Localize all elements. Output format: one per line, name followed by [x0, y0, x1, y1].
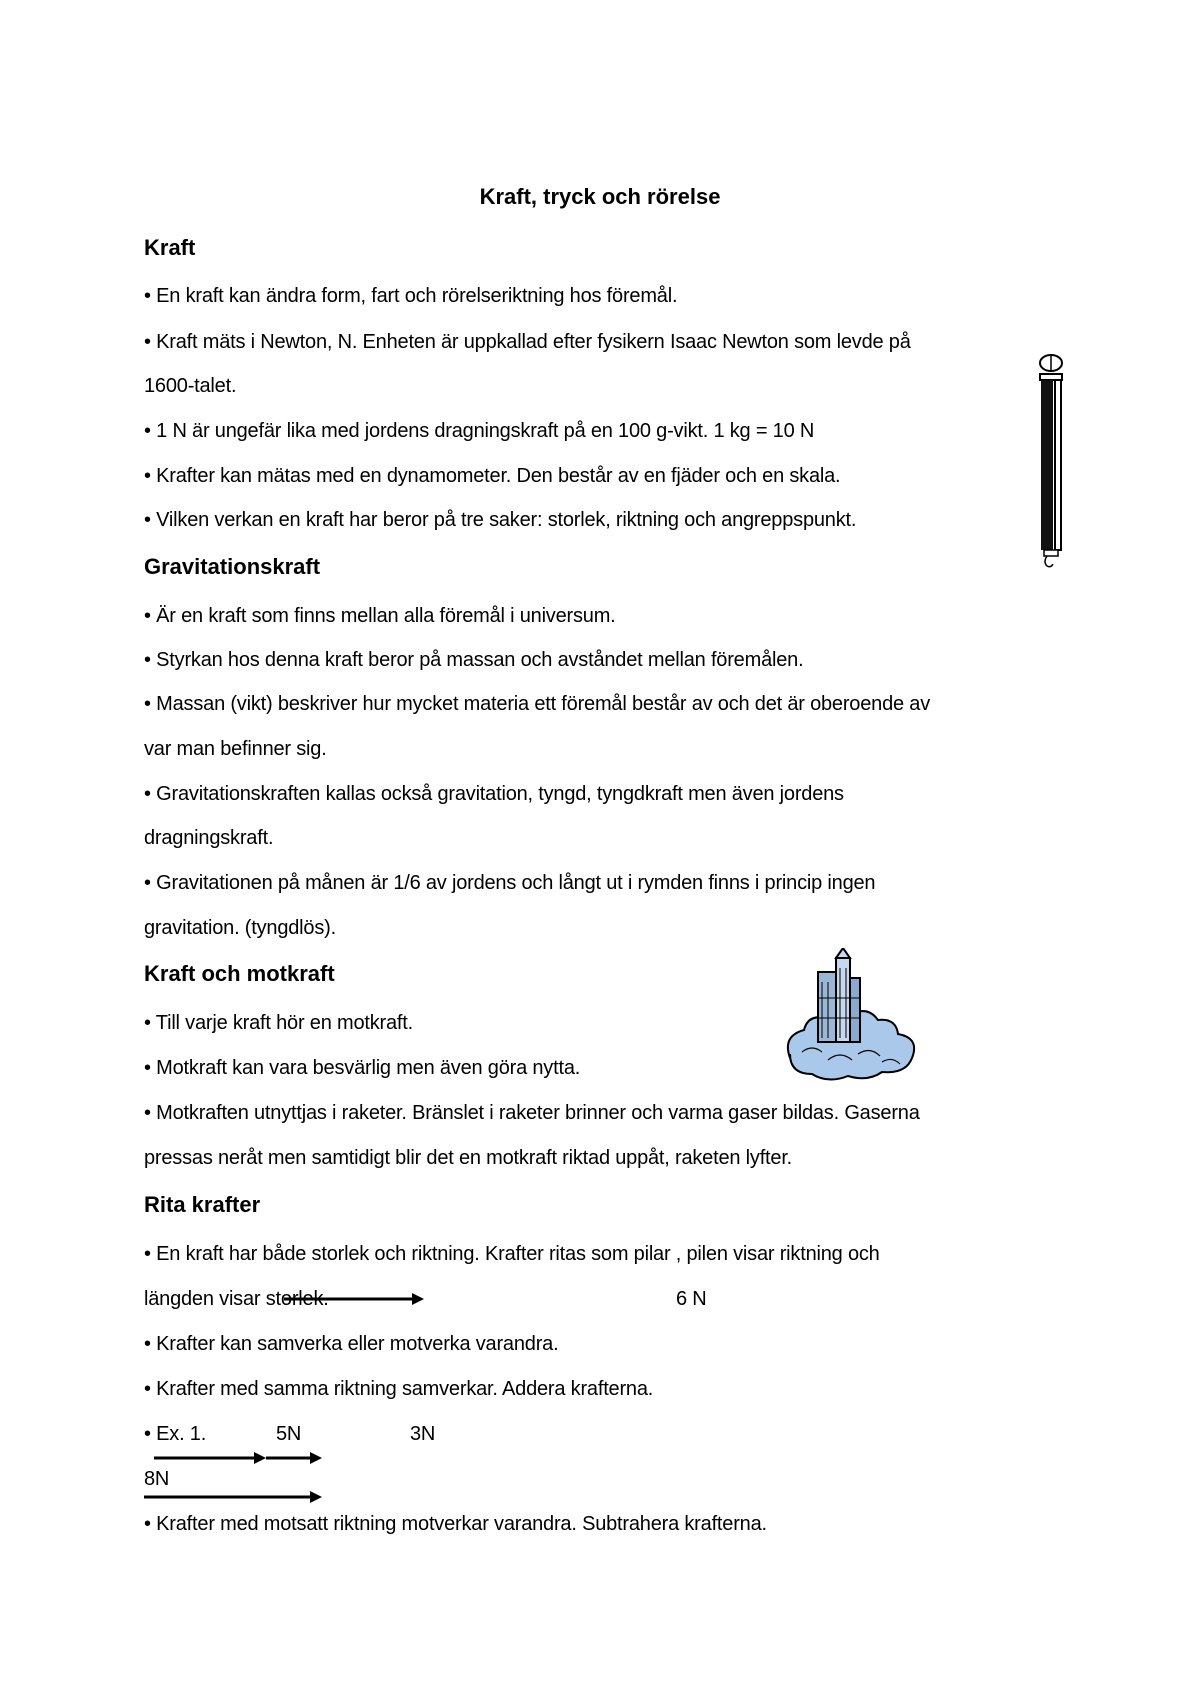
dynamometer-image [1032, 352, 1070, 568]
grav-bullet-4: • Gravitationskraften kallas också gravitation, tyngd, tyngdkraft men även jordens [144, 783, 844, 805]
kraft-bullet-5: • Vilken verkan en kraft har beror på tre saker: storlek, riktning och angreppspunkt. [144, 509, 857, 531]
kraft-bullet-2-cont: 1600-talet. [144, 375, 237, 397]
rita-bullet-1-cont-text: längden visar [144, 1288, 266, 1310]
page-title: Kraft, tryck och rörelse [479, 184, 721, 209]
motkraft-bullet-1: • Till varje kraft hör en motkraft. [144, 1012, 413, 1034]
rocket-launch-image [782, 948, 922, 1084]
rita-bullet-1: • En kraft har både storlek och riktning. Krafter ritas som pilar , pilen visar riktning och [144, 1243, 880, 1265]
strikethrough-word: storlek. [265, 1288, 329, 1310]
kraft-bullet-3: • 1 N är ungefär lika med jordens dragningskraft på en 100 g-vikt. 1 kg = 10 N [144, 420, 815, 442]
force-arrow-8n [144, 1489, 324, 1505]
heading-rita: Rita krafter [144, 1192, 261, 1217]
rita-bullet-4: • Krafter med motsatt riktning motverkar varandra. Subtrahera krafterna. [144, 1513, 767, 1535]
grav-bullet-3: • Massan (vikt) beskriver hur mycket materia ett föremål består av och det är oberoende av [144, 693, 931, 715]
grav-bullet-5: • Gravitationen på månen är 1/6 av jordens och långt ut i rymden finns i princip ingen [144, 872, 876, 894]
motkraft-bullet-3: • Motkraften utnyttjas i raketer. Bränslet i raketer brinner och varma gaser bildas. Gaserna [144, 1102, 920, 1124]
grav-bullet-3-cont: var man befinner sig. [144, 738, 327, 760]
motkraft-bullet-2: • Motkraft kan vara besvärlig men även göra nytta. [144, 1057, 581, 1079]
heading-motkraft: Kraft och motkraft [144, 961, 335, 986]
grav-bullet-2: • Styrkan hos denna kraft beror på massan och avståndet mellan föremålen. [144, 649, 804, 671]
force-arrow-6n [284, 1291, 426, 1307]
motkraft-bullet-3-cont: pressas neråt men samtidigt blir det en motkraft riktad uppåt, raketen lyfter. [144, 1147, 793, 1169]
grav-bullet-1: • Är en kraft som finns mellan alla föremål i universum. [144, 605, 616, 627]
grav-bullet-5-cont: gravitation. (tyngdlös). [144, 917, 336, 939]
grav-bullet-4-cont: dragningskraft. [144, 827, 274, 849]
kraft-bullet-1: • En kraft kan ändra form, fart och rörelseriktning hos föremål. [144, 285, 678, 307]
force-arrows-5n-3n [154, 1450, 324, 1466]
example-label: • Ex. 1. [144, 1423, 207, 1445]
rita-bullet-3: • Krafter med samma riktning samverkar. Addera krafterna. [144, 1378, 654, 1400]
kraft-bullet-4: • Krafter kan mätas med en dynamometer. Den består av en fjäder och en skala. [144, 465, 841, 487]
label-6n: 6 N [676, 1288, 707, 1310]
rita-bullet-2: • Krafter kan samverka eller motverka varandra. [144, 1333, 559, 1355]
heading-gravitation: Gravitationskraft [144, 554, 321, 579]
kraft-bullet-2: • Kraft mäts i Newton, N. Enheten är uppkallad efter fysikern Isaac Newton som levde på [144, 331, 911, 353]
label-3n: 3N [410, 1423, 436, 1445]
label-5n: 5N [276, 1423, 302, 1445]
label-8n: 8N [144, 1468, 170, 1490]
heading-kraft: Kraft [144, 235, 196, 260]
